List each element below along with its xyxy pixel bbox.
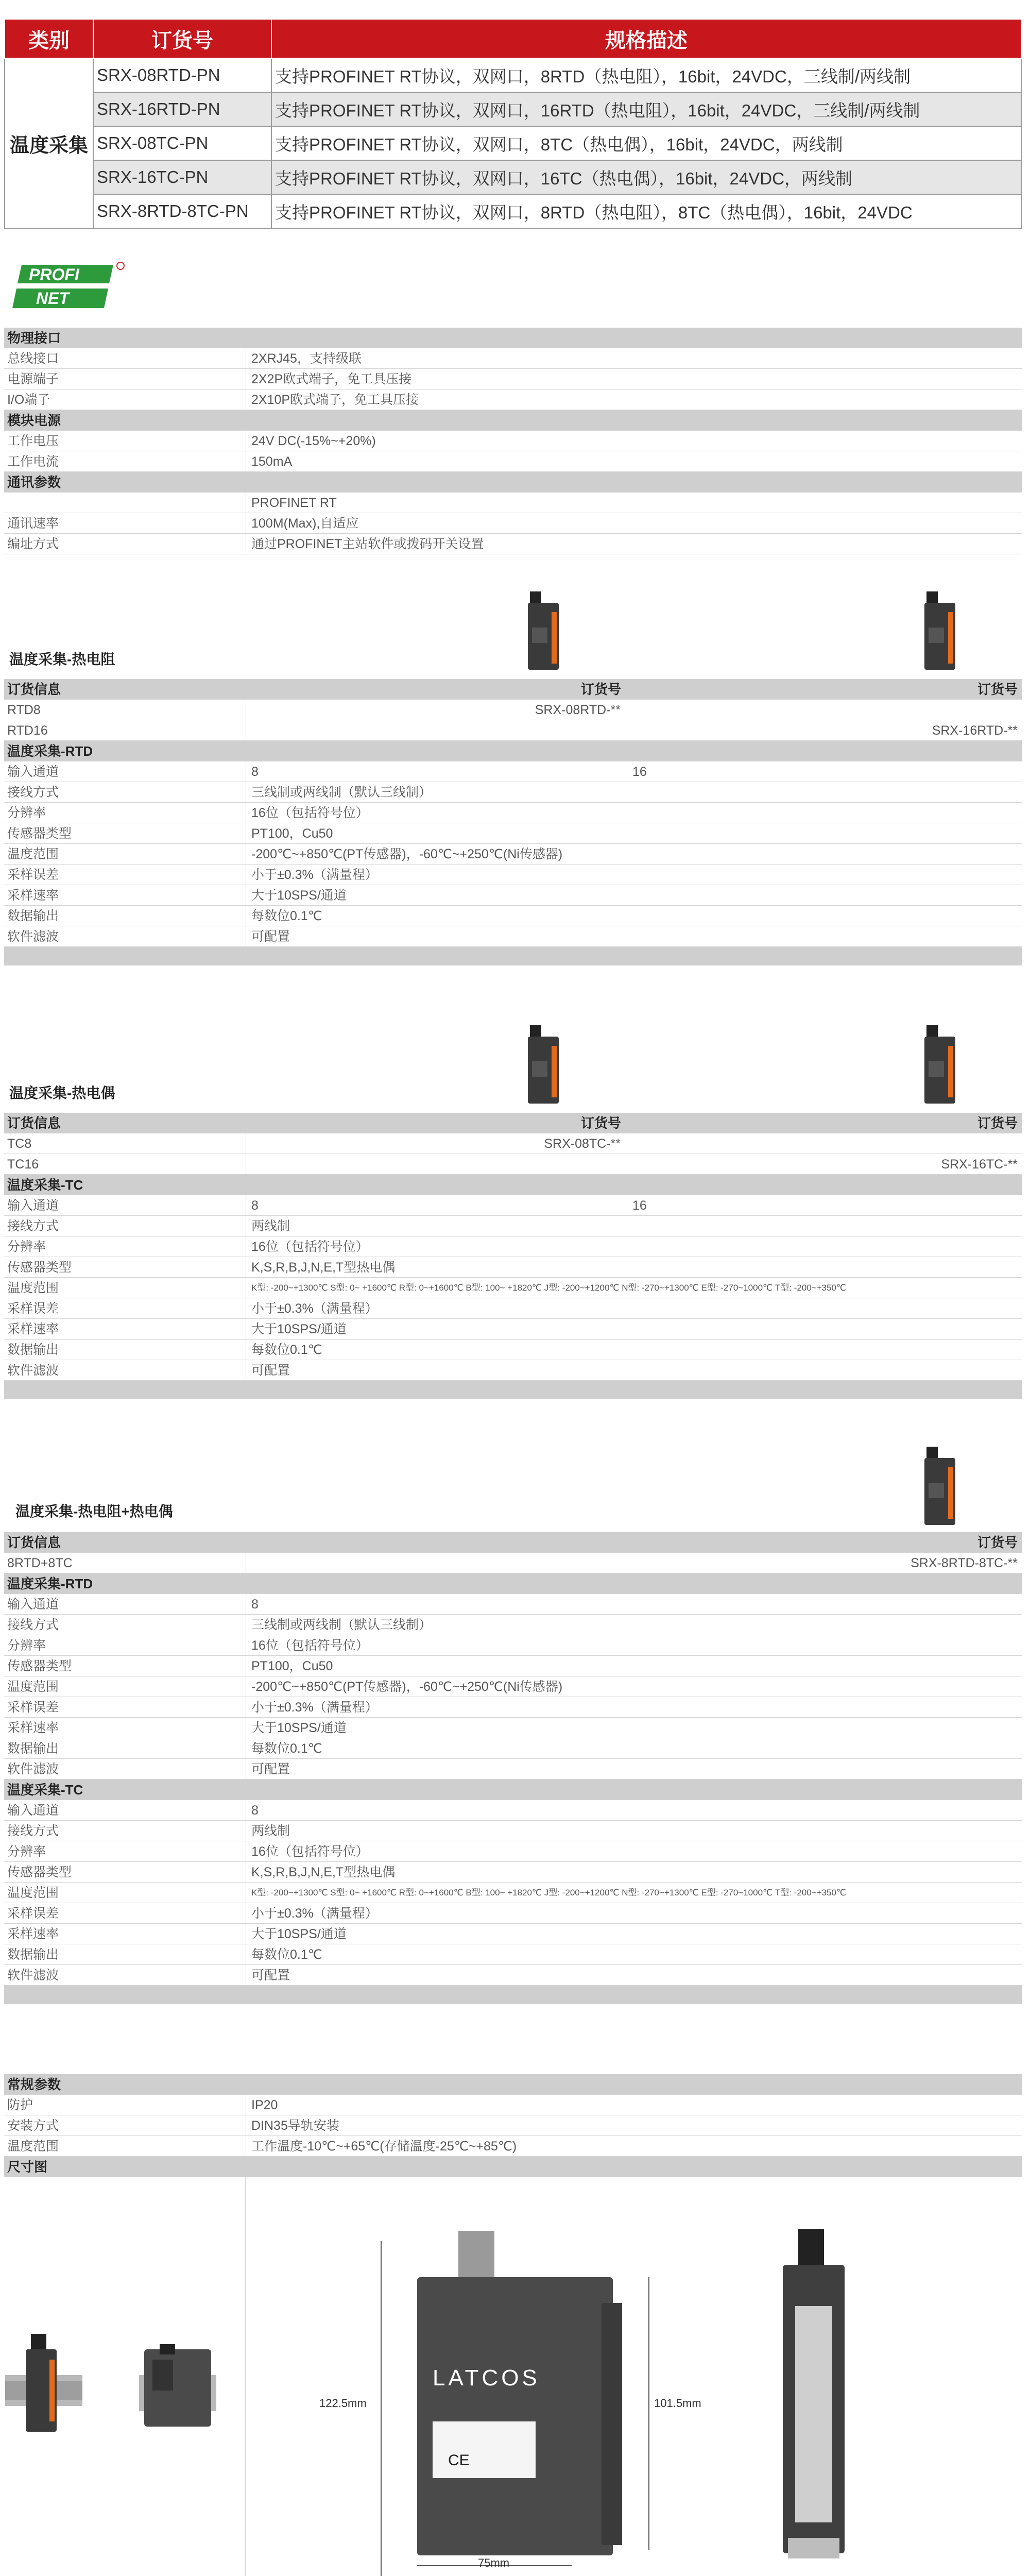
spec-row: 传感器类型 K,S,R,B,J,N,E,T型热电偶 [4, 1862, 1022, 1883]
combo-specs [4, 1532, 1022, 2004]
table-row [5, 194, 1021, 228]
table-row [5, 92, 1021, 126]
spec-row: 防护 IP20 [4, 2095, 1022, 2115]
spec-row: 传感器类型 PT100，Cu50 [4, 823, 1022, 844]
ce-mark: CE [448, 2452, 470, 2469]
spec-row: PROFINET RT [4, 493, 1022, 513]
spec-row: 数据输出 每数位0.1℃ [4, 1738, 1022, 1759]
dim-drawing-side [772, 2229, 855, 2576]
section-header: 温度采集-TC [4, 1175, 1022, 1195]
spec-row: 软件滤波 可配置 [4, 1965, 1022, 1986]
section-header: 常规参数 [4, 2074, 1022, 2095]
spec-row: 温度范围 -200℃~+850℃(PT传感器)，-60℃~+250℃(Ni传感器) [4, 844, 1022, 865]
spec-row: 接线方式 三线制或两线制（默认三线制） [4, 1615, 1022, 1635]
spec-row: RTD8 SRX-08RTD-** [4, 700, 1022, 720]
dim-photo-rail-front [5, 2334, 82, 2442]
section-header: 通讯参数 [4, 472, 1022, 493]
spec-row: 编址方式 通过PROFINET主站软件或拨码开关设置 [4, 534, 1022, 554]
order-no-cell: SRX-08RTD-PN [93, 58, 271, 92]
description-cell: 支持PROFINET RT协议，双网口，16TC（热电偶），16bit，24VDC，两线制 [271, 160, 1021, 194]
order-table-header [5, 19, 1021, 58]
order-no-cell: SRX-16TC-PN [93, 160, 271, 194]
order-info-header: 订货信息 订货号 [4, 1532, 1022, 1553]
spec-row: 输入通道 8 [4, 1800, 1022, 1821]
logo-text-top: PROFI [29, 265, 79, 284]
module-image-combo [919, 1447, 960, 1529]
spec-row: 采样速率 大于10SPS/通道 [4, 1718, 1022, 1738]
section-title-rtd: 温度采集-热电阻 [9, 651, 115, 667]
spec-row: TC16 SRX-16TC-** [4, 1154, 1022, 1175]
spec-row: 软件滤波 可配置 [4, 1759, 1022, 1780]
spec-row: 软件滤波 可配置 [4, 1360, 1022, 1381]
spec-row: 分辨率 16位（包括符号位） [4, 1236, 1022, 1257]
spec-row: 数据输出 每数位0.1℃ [4, 1944, 1022, 1965]
spec-row: 8RTD+8TC SRX-8RTD-8TC-** [4, 1553, 1022, 1573]
spec-row: 采样误差 小于±0.3%（满量程） [4, 1697, 1022, 1718]
section-title-combo: 温度采集-热电阻+热电偶 [15, 1503, 173, 1519]
dim-brand-text: LATCOS [433, 2365, 540, 2391]
table-row [5, 160, 1021, 194]
spec-row: 分辨率 16位（包括符号位） [4, 1635, 1022, 1656]
spec-row: 采样速率 大于10SPS/通道 [4, 1319, 1022, 1340]
section-header: 物理接口 [4, 328, 1022, 348]
spec-row: 传感器类型 K,S,R,B,J,N,E,T型热电偶 [4, 1257, 1022, 1278]
description-cell: 支持PROFINET RT协议，双网口，8RTD（热电阻），8TC（热电偶），16bit，24VDC [271, 194, 1021, 228]
section-header: 温度采集-RTD [4, 1573, 1022, 1594]
spec-row: 接线方式 三线制或两线制（默认三线制） [4, 782, 1022, 803]
spec-row: 软件滤波 可配置 [4, 926, 1022, 947]
table-row [5, 126, 1021, 160]
dim-drawing-front [371, 2231, 670, 2576]
description-cell: 支持PROFINET RT协议，双网口，8TC（热电偶），16bit，24VDC，两线制 [271, 126, 1021, 160]
dim-label-height: 122.5mm [319, 2397, 367, 2410]
order-table [4, 19, 1022, 229]
spec-row: 工作电压 24V DC(-15%~+20%) [4, 431, 1022, 451]
dimension-divider [245, 2177, 246, 2576]
section-header: 尺寸图 [4, 2157, 1022, 2177]
section-title-tc: 温度采集-热电偶 [9, 1085, 115, 1101]
spec-row: 温度范围 工作温度-10℃~+65℃(存储温度-25℃~+85℃) [4, 2136, 1022, 2157]
order-info-header: 订货信息 订货号 订货号 [4, 1113, 1022, 1133]
category-cell: 温度采集 [5, 58, 93, 228]
spec-row: 分辨率 16位（包括符号位） [4, 1841, 1022, 1862]
spec-row: 温度范围 K型: -200~+1300℃ S型: 0~ +1600℃ R型: 0~+1600℃ B型: 100~ +1820℃ J型: -200~+1200℃ N型: -270~+1300℃ E型: -270~1000℃ T型: -200~+350℃ [4, 1883, 1022, 1903]
header-category: 类别 [5, 19, 93, 58]
dim-label-depth: 75mm [478, 2556, 510, 2569]
description-cell: 支持PROFINET RT协议，双网口，16RTD（热电阻），16bit，24VDC，三线制/两线制 [271, 92, 1021, 126]
spec-row: 采样误差 小于±0.3%（满量程） [4, 1298, 1022, 1319]
spec-row: 采样误差 小于±0.3%（满量程） [4, 1903, 1022, 1924]
spec-row: 安装方式 DIN35导轨安装 [4, 2115, 1022, 2136]
spec-row: 输入通道 8 16 [4, 1195, 1022, 1216]
module-image-tc8 [523, 1025, 564, 1108]
section-header: 温度采集-TC [4, 1780, 1022, 1800]
spec-row: 总线接口 2XRJ45，支持级联 [4, 348, 1022, 369]
table-row [5, 58, 1021, 92]
section-footer-bar [4, 1381, 1022, 1399]
order-info-header: 订货信息 订货号 订货号 [4, 679, 1022, 700]
spec-row: 温度范围 -200℃~+850℃(PT传感器)，-60℃~+250℃(Ni传感器) [4, 1676, 1022, 1697]
section-header: 模块电源 [4, 410, 1022, 431]
spec-row: 电源端子 2X2P欧式端子，免工具压接 [4, 369, 1022, 389]
rtd-specs [4, 679, 1022, 965]
spec-row: RTD16 SRX-16RTD-** [4, 720, 1022, 741]
module-image-rtd16 [919, 591, 960, 674]
spec-row: 采样速率 大于10SPS/通道 [4, 885, 1022, 906]
section-header: 温度采集-RTD [4, 741, 1022, 761]
general-specs [4, 328, 1022, 554]
spec-row: 采样速率 大于10SPS/通道 [4, 1924, 1022, 1944]
spec-row: 传感器类型 PT100，Cu50 [4, 1656, 1022, 1676]
order-no-cell: SRX-8RTD-8TC-PN [93, 194, 271, 228]
spec-row: 接线方式 两线制 [4, 1821, 1022, 1841]
tc-specs [4, 1113, 1022, 1399]
order-no-cell: SRX-08TC-PN [93, 126, 271, 160]
section-footer-bar [4, 947, 1022, 965]
common-specs [4, 2074, 1022, 2177]
spec-row: 输入通道 8 16 [4, 761, 1022, 782]
section-footer-bar [4, 1986, 1022, 2004]
logo-text-bottom: NET [36, 289, 69, 308]
spec-row: 工作电流 150mA [4, 451, 1022, 472]
profinet-logo-graphic [10, 261, 129, 312]
spec-row: I/O端子 2X10P欧式端子，免工具压接 [4, 389, 1022, 410]
spec-row: 输入通道 8 [4, 1594, 1022, 1615]
spec-row: 通讯速率 100M(Max),自适应 [4, 513, 1022, 534]
header-description: 规格描述 [271, 19, 1021, 58]
module-image-rtd8 [523, 591, 564, 674]
spec-row: 接线方式 两线制 [4, 1216, 1022, 1236]
header-order-no: 订货号 [93, 19, 271, 58]
order-no-cell: SRX-16RTD-PN [93, 92, 271, 126]
spec-row: 分辨率 16位（包括符号位） [4, 803, 1022, 823]
dim-label-inner-height: 101.5mm [654, 2397, 701, 2410]
spec-row: 温度范围 K型: -200~+1300℃ S型: 0~ +1600℃ R型: 0~+1600℃ B型: 100~ +1820℃ J型: -200~+1200℃ N型: -270~+1300℃ E型: -270~1000℃ T型: -200~+350℃ [4, 1278, 1022, 1298]
profinet-logo [10, 261, 129, 315]
spec-row: 数据输出 每数位0.1℃ [4, 1340, 1022, 1360]
module-image-tc16 [919, 1025, 960, 1108]
spec-row: 数据输出 每数位0.1℃ [4, 906, 1022, 926]
spec-row: TC8 SRX-08TC-** [4, 1133, 1022, 1154]
dim-photo-rail-side [139, 2344, 216, 2437]
description-cell: 支持PROFINET RT协议，双网口，8RTD（热电阻），16bit，24VDC，三线制/两线制 [271, 58, 1021, 92]
spec-row: 采样误差 小于±0.3%（满量程） [4, 865, 1022, 885]
